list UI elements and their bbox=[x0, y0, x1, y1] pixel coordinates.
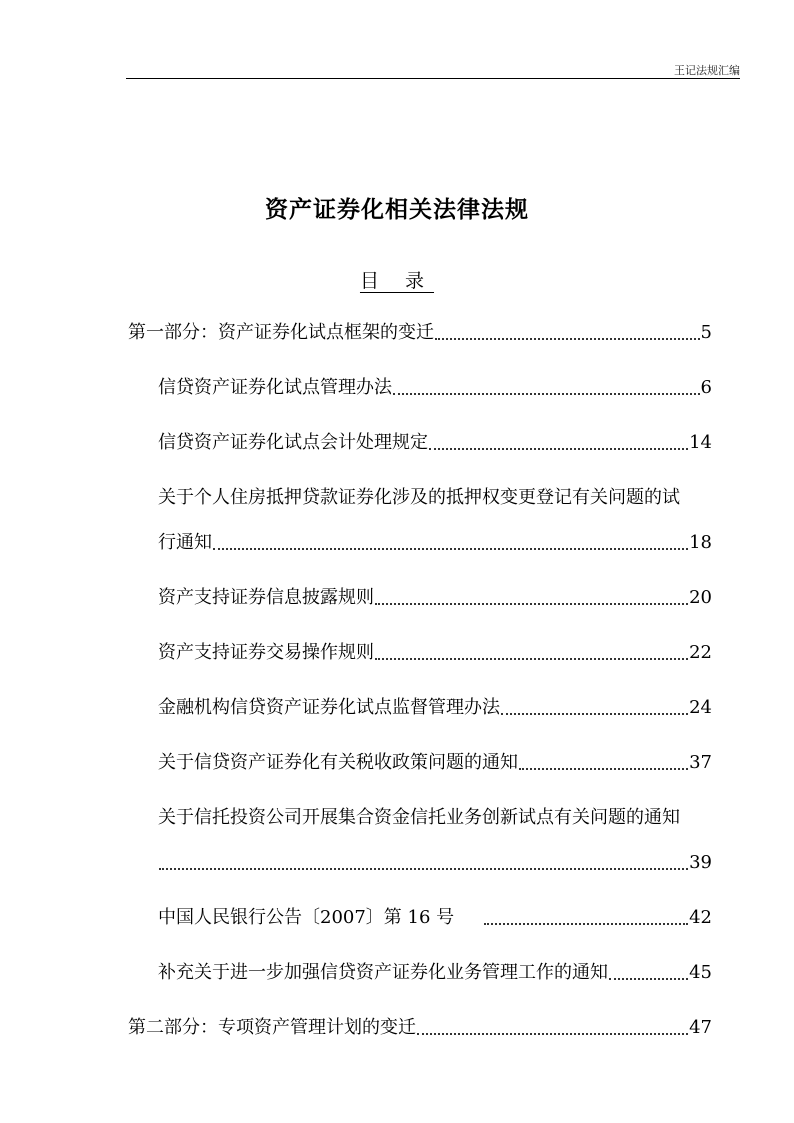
document-title: 资产证券化相关法律法规 bbox=[265, 197, 529, 223]
toc-entry-page: 18 bbox=[689, 532, 712, 553]
toc-entry-label: 中国人民银行公告〔2007〕第 16 号 bbox=[158, 907, 455, 928]
toc-entry-label: 资产支持证券交易操作规则 bbox=[158, 642, 374, 663]
toc-entry-page: 5 bbox=[700, 322, 712, 343]
toc-entry-label: 信贷资产证券化试点会计处理规定 bbox=[158, 432, 428, 453]
toc-entry-page: 42 bbox=[689, 907, 712, 928]
dot-leader bbox=[393, 393, 700, 395]
toc-entry[interactable] bbox=[158, 374, 712, 402]
toc-entry[interactable] bbox=[158, 849, 712, 877]
toc-entry[interactable] bbox=[158, 959, 712, 987]
dot-leader bbox=[429, 448, 688, 450]
toc-entry-page: 45 bbox=[689, 962, 712, 983]
toc-entry-label: 第一部分：资产证券化试点框架的变迁 bbox=[128, 322, 434, 343]
toc-entry-first-line[interactable]: 关于个人住房抵押贷款证券化涉及的抵押权变更登记有关问题的试 bbox=[158, 487, 680, 508]
toc-entry-label: 第二部分：专项资产管理计划的变迁 bbox=[128, 1017, 416, 1038]
toc-entry-page: 6 bbox=[700, 377, 712, 398]
dot-leader bbox=[501, 713, 688, 715]
dot-leader bbox=[609, 978, 688, 980]
dot-leader bbox=[435, 338, 700, 340]
toc-entry-page: 37 bbox=[689, 752, 712, 773]
toc-entry-page: 24 bbox=[689, 697, 712, 718]
toc-entry-label: 关于信贷资产证券化有关税收政策问题的通知 bbox=[158, 752, 518, 773]
toc-entry-label: 信贷资产证券化试点管理办法 bbox=[158, 377, 392, 398]
dot-leader bbox=[375, 658, 688, 660]
toc-entry-page: 22 bbox=[689, 642, 712, 663]
toc-entry-page: 39 bbox=[689, 852, 712, 873]
toc-entry[interactable] bbox=[158, 749, 712, 777]
toc-entry[interactable] bbox=[158, 639, 712, 667]
dot-leader bbox=[375, 603, 688, 605]
dot-leader bbox=[159, 868, 688, 870]
toc-entry-first-line[interactable]: 关于信托投资公司开展集合资金信托业务创新试点有关问题的通知 bbox=[158, 807, 680, 828]
toc-entry-part-2[interactable] bbox=[128, 1014, 712, 1042]
dot-leader bbox=[484, 923, 688, 925]
toc-entry[interactable] bbox=[158, 429, 712, 457]
toc-entry-label: 资产支持证券信息披露规则 bbox=[158, 587, 374, 608]
toc-entry-page: 47 bbox=[689, 1017, 712, 1038]
toc-entry[interactable] bbox=[158, 584, 712, 612]
dot-leader bbox=[213, 548, 688, 550]
toc-entry-label: 补充关于进一步加强信贷资产证券化业务管理工作的通知 bbox=[158, 962, 608, 983]
running-header: 王记法规汇编 bbox=[674, 64, 740, 77]
dot-leader bbox=[417, 1033, 688, 1035]
toc-entry[interactable] bbox=[158, 904, 712, 932]
toc-heading: 目 录 bbox=[359, 270, 435, 292]
toc-entry[interactable] bbox=[158, 529, 712, 557]
toc-entry-page: 14 bbox=[689, 432, 712, 453]
toc-entry-label: 金融机构信贷资产证券化试点监督管理办法 bbox=[158, 697, 500, 718]
dot-leader bbox=[519, 768, 688, 770]
toc-entry-page: 20 bbox=[689, 587, 712, 608]
toc-entry[interactable] bbox=[158, 694, 712, 722]
toc-entry-part-1[interactable] bbox=[128, 319, 712, 347]
toc-entry-label: 行通知 bbox=[158, 532, 212, 553]
